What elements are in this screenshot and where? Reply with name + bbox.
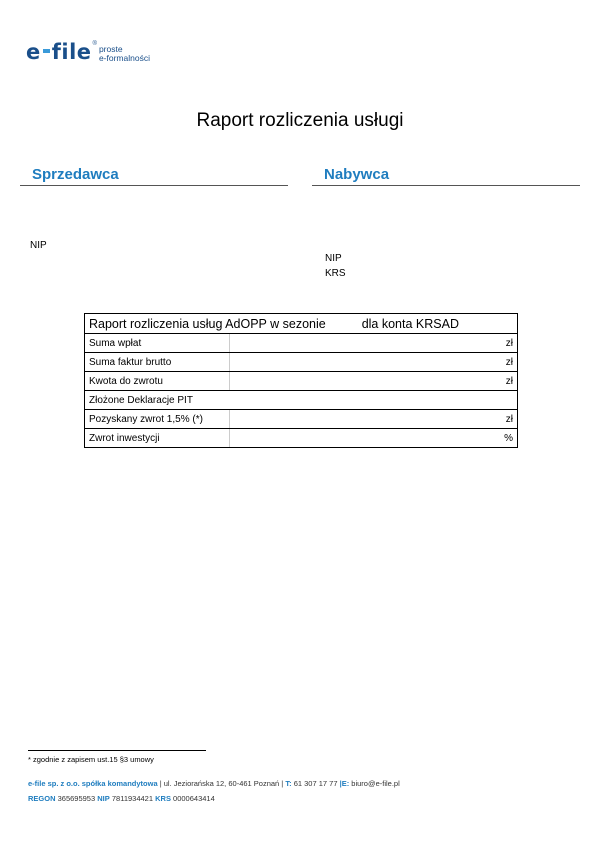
row-label: Kwota do zwrotu [85, 372, 230, 391]
footer-krs: 0000643414 [173, 794, 215, 803]
report-table [84, 313, 518, 448]
row-unit: zł [230, 334, 518, 353]
footnote-divider [28, 750, 206, 751]
company-logo [26, 40, 150, 64]
seller-heading: Sprzedawca [32, 166, 119, 183]
row-label: Suma wpłat [85, 334, 230, 353]
report-header-right: dla konta KRSAD [361, 316, 459, 331]
table-row [85, 410, 518, 429]
footnote: * zgodnie z zapisem ust.15 §3 umowy [28, 755, 154, 764]
row-unit: zł [230, 372, 518, 391]
table-row [85, 353, 518, 372]
seller-nip-label: NIP [30, 240, 47, 251]
logo-wordmark: e file [26, 40, 92, 64]
report-header [85, 314, 518, 334]
footer-regon-label: REGON [28, 794, 56, 803]
footer-email[interactable]: biuro@e-file.pl [351, 779, 400, 788]
report-header-row [85, 314, 518, 334]
logo-registered: ® [92, 41, 97, 47]
footer-email-label: |E: [339, 779, 350, 788]
table-row [85, 372, 518, 391]
buyer-nip-label: NIP [325, 253, 342, 264]
page-title: Raport rozliczenia usługi [196, 110, 404, 131]
row-label: Suma faktur brutto [85, 353, 230, 372]
row-label: Zwrot inwestycji [85, 429, 230, 448]
footer-regon: 365695953 [57, 794, 96, 803]
row-unit: zł [230, 410, 518, 429]
buyer-krs-label: KRS [325, 268, 346, 279]
buyer-divider [312, 185, 580, 186]
table-row [85, 391, 518, 410]
footer-nip-label: NIP [97, 794, 110, 803]
row-unit: zł [230, 353, 518, 372]
footer-line-2 [28, 794, 215, 803]
footer-phone-label: T: [285, 779, 292, 788]
row-label: Pozyskany zwrot 1,5% (*) [85, 410, 230, 429]
table-row [85, 429, 518, 448]
row-label: Złożone Deklaracje PIT [85, 391, 230, 410]
footer-line-1 [28, 779, 400, 788]
footer-nip: 7811934421 [111, 794, 154, 803]
row-unit [230, 391, 518, 410]
footer-address: | ul. Jeziorańska 12, 60-461 Poznań | [159, 779, 284, 788]
row-unit: % [230, 429, 518, 448]
footer-krs-label: KRS [155, 794, 171, 803]
table-row [85, 334, 518, 353]
logo-tagline: proste e-formalności [98, 44, 150, 63]
footer-phone: 61 307 17 77 [293, 779, 338, 788]
seller-divider [20, 185, 288, 186]
report-header-left: Raport rozliczenia usług AdOPP w sezonie [89, 316, 326, 331]
buyer-heading: Nabywca [324, 166, 390, 183]
footer-company: e-file sp. z o.o. spółka komandytowa [28, 779, 158, 788]
